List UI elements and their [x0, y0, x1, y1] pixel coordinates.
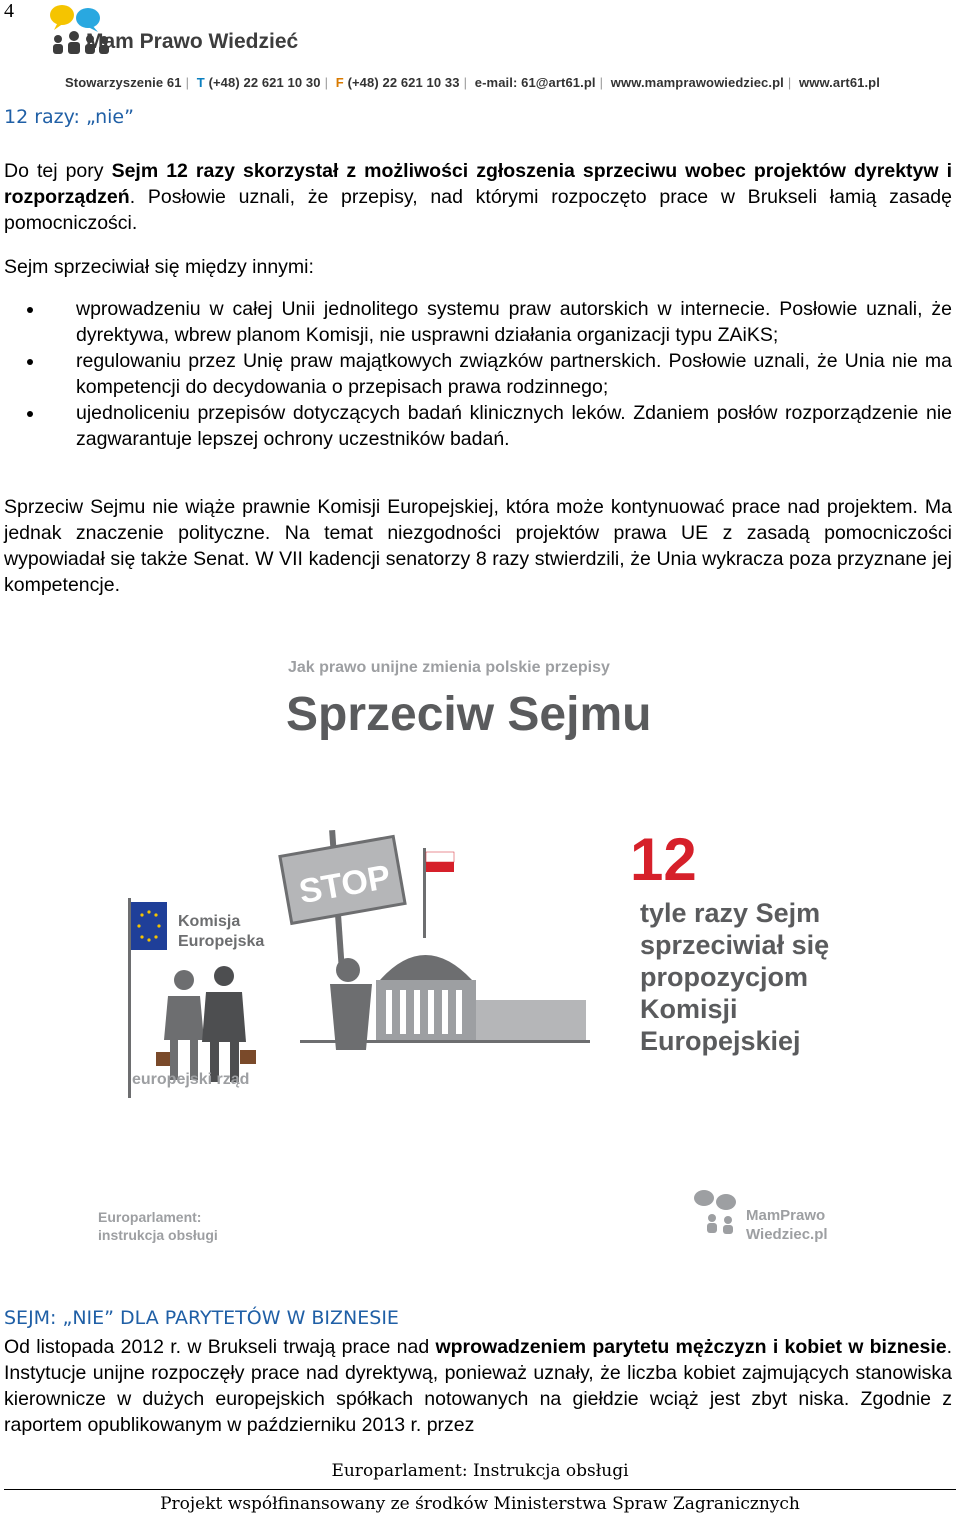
lead-in-text: Sejm sprzeciwiał się między innymi: — [4, 256, 314, 278]
bullet-dot-icon — [27, 307, 33, 313]
objection-list — [4, 296, 952, 452]
list-item-text: regulowaniu przez Unię praw majątkowych związków partnerskich. Posłowie uznali, że Unia nie ma kompetencji do decydowania o przepisach prawa rodzinnego; — [76, 350, 952, 398]
section-title-parytety: SEJM: „NIE” DLA PARYTETÓW W BIZNESIE — [4, 1307, 399, 1329]
protesters-icon — [330, 958, 372, 1050]
intro-text-bold: Sejm 12 razy skorzystał z możliwości zgłoszenia sprzeciwu wobec projektów dyrektyw i rozporządzeń — [4, 160, 952, 208]
brand-right-line1: MamPrawo — [746, 1207, 826, 1224]
logo-text: Mam Prawo Wiedzieć — [86, 30, 299, 53]
contact-org: Stowarzyszenie 61 — [65, 75, 182, 90]
fax-number: (+48) 22 621 10 33 — [347, 75, 460, 90]
paragraph-intro — [4, 158, 952, 236]
bullet-dot-icon — [27, 411, 33, 417]
paragraph-conclusion — [4, 494, 952, 598]
page-number: 4 — [4, 0, 14, 22]
contact-bar: Stowarzyszenie 61 | T (+48) 22 621 10 30 | F (+48) 22 621 10 33 | e-mail: 61@art61.pl | www.mamprawowiedziec.pl | www.art61.pl — [65, 75, 880, 90]
footer-funding-note: Projekt współfinansowany ze środków Ministerstwa Spraw Zagranicznych — [160, 1494, 800, 1514]
list-item — [4, 400, 952, 452]
brand-right-logo-icon — [694, 1190, 736, 1234]
list-item — [4, 348, 952, 400]
infographic-headline: Sprzeciw Sejmu — [286, 688, 652, 741]
conclusion-text: Sprzeciw Sejmu nie wiąże prawnie Komisji Europejskiej, która może kontynuować prace nad projektem. Ma jednak znaczenie polityczne. Na temat niezgodności projektów prawa UE z zasadą pomocniczości wypowiadał się także Senat. W VII kadencji senatorzy 8 razy stwierdzili, że Unia wykracza poza przyznane jej kompetencje. — [4, 496, 952, 596]
site-link-2[interactable]: www.art61.pl — [799, 75, 880, 90]
parytety-text-bold: wprowadzeniem parytetu mężczyzn i kobiet w biznesie — [435, 1336, 947, 1358]
phone-label: T — [196, 75, 205, 90]
statement-line-3: propozycjom — [640, 962, 809, 992]
infographic-kicker: Jak prawo unijne zmienia polskie przepisy — [288, 659, 610, 676]
parytety-text-c: . Instytucje unijne rozpoczęły prace nad dyrektywą, ponieważ uznały, że liczba kobiet zajmujących stanowiska kierownicze w dużych europejskich spółkach notowanych na giełdzie wciąż jest zbyt niska. Zgodnie z raportem opublikowanym w październiku 2013 r. przez — [4, 1336, 953, 1436]
gov-label: europejski rząd — [132, 1071, 250, 1088]
brand-right-line2: Wiedziec.pl — [746, 1226, 828, 1243]
brand-left-line2: instrukcja obsługi — [98, 1227, 218, 1243]
list-item-text: wprowadzeniu w całej Unii jednolitego systemu praw autorskich w internecie. Posłowie uznali, że dyrektywa, wbrew planom Komisji, nie usprawni działania organizacji typu ZAiKS; — [76, 298, 952, 346]
email-link[interactable]: e-mail: 61@art61.pl — [474, 75, 596, 90]
intro-text-a: Do tej pory — [4, 160, 112, 182]
phone-number: (+48) 22 621 10 30 — [208, 75, 321, 90]
list-item-text: ujednoliceniu przepisów dotyczących badań klinicznych leków. Zdaniem posłów rozporządzenie nie zagwarantuje lepszej ochrony uczestników badań. — [76, 402, 952, 450]
footer-title: Europarlament: Instrukcja obsługi — [331, 1461, 629, 1481]
commission-label-line1: Komisja — [178, 913, 241, 930]
footer-divider — [4, 1489, 956, 1490]
eu-flag-icon — [128, 898, 167, 1098]
statement-line-5: Europejskiej — [640, 1026, 801, 1056]
paragraph-lead-in — [4, 254, 952, 280]
infographic-sprzeciw-sejmu — [80, 640, 880, 1250]
bullet-dot-icon — [27, 359, 33, 365]
statement-line-2: sprzeciwiał się — [640, 930, 830, 960]
parytety-text-a: Od listopada 2012 r. w Brukseli trwają prace nad — [4, 1336, 436, 1358]
big-number: 12 — [630, 826, 697, 893]
brand-left-line1: Europarlament: — [98, 1209, 202, 1225]
list-item — [4, 296, 952, 348]
eu-officials-icon — [156, 966, 256, 1082]
commission-label-line2: Europejska — [178, 933, 265, 950]
intro-text-c: . Posłowie uznali, że przepisy, nad którymi rozpoczęto prace w Brukseli łamią zasadę pomocniczości. — [4, 186, 952, 234]
stop-sign-text: STOP — [296, 857, 394, 912]
section-title-12-razy: 12 razy: „nie” — [4, 106, 134, 128]
statement-line-4: Komisji — [640, 994, 738, 1024]
paragraph-parytety — [4, 1334, 952, 1438]
statement-line-1: tyle razy Sejm — [640, 898, 821, 928]
fax-label: F — [335, 75, 344, 90]
site-link-1[interactable]: www.mamprawowiedziec.pl — [610, 75, 784, 90]
